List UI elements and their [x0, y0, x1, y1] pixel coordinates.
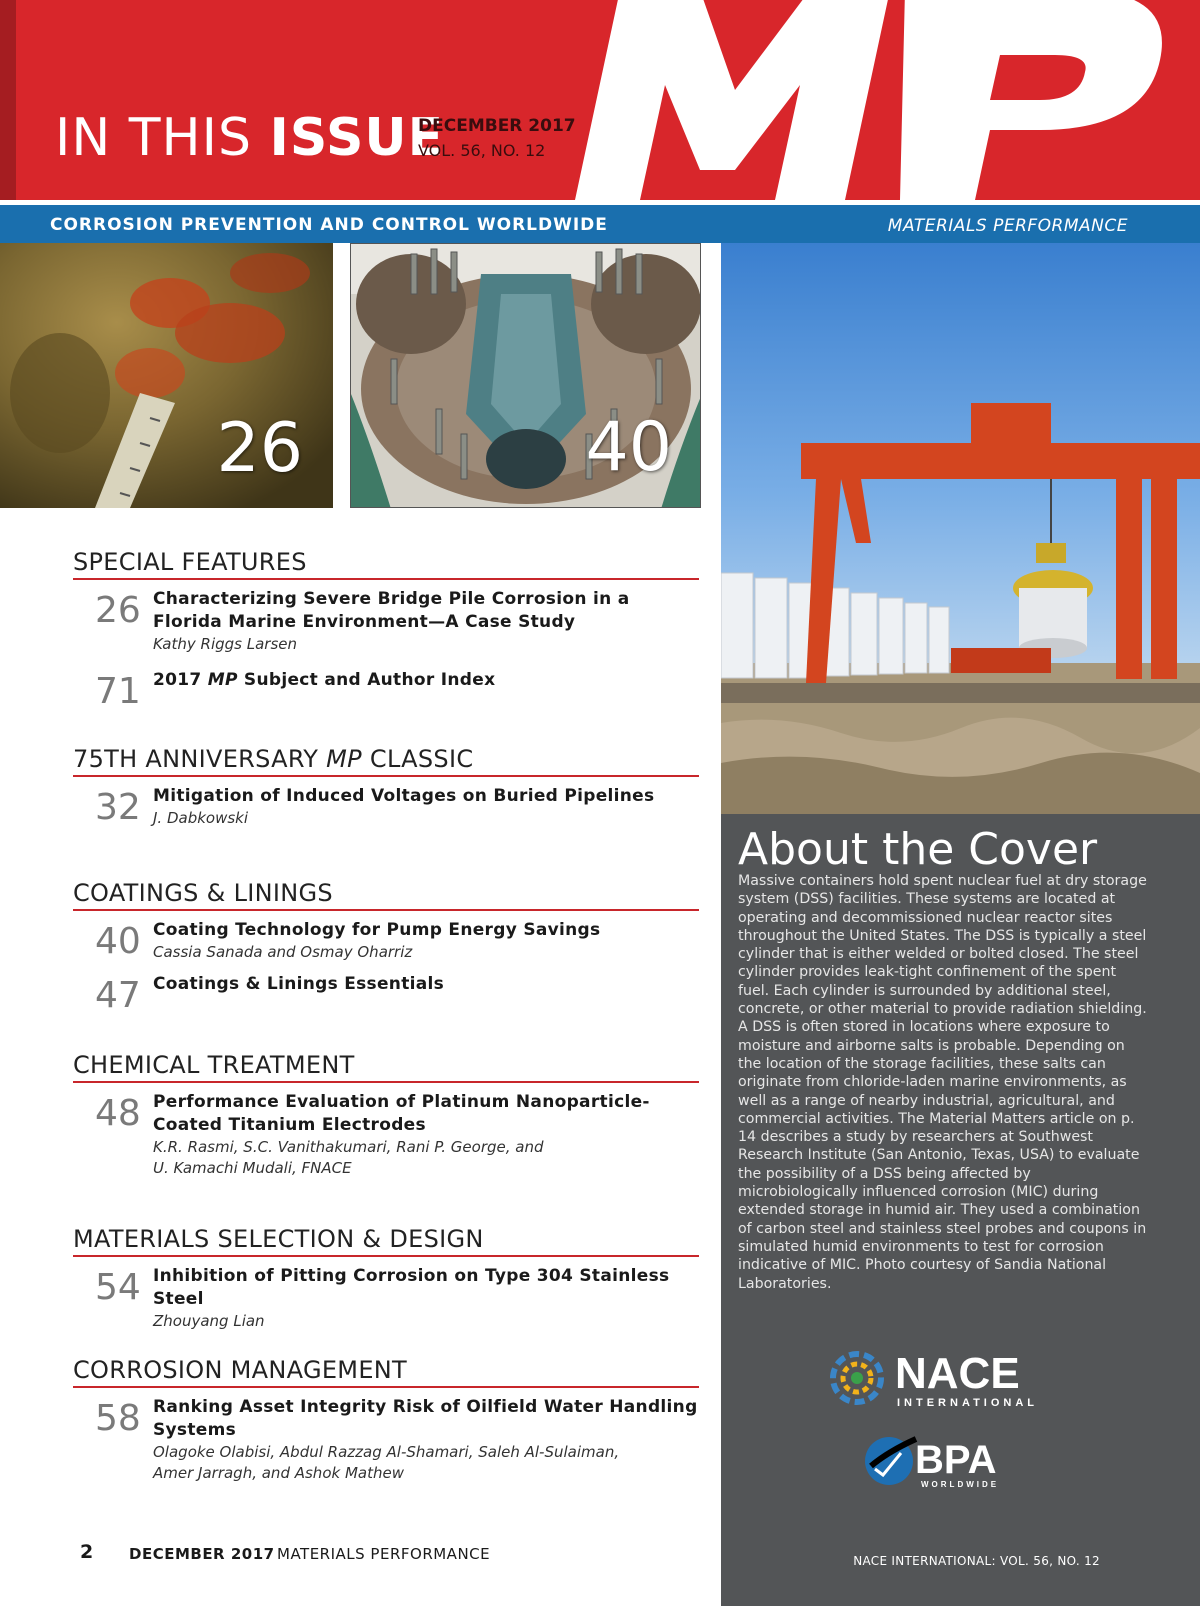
magazine-name: MATERIALS PERFORMANCE	[887, 216, 1128, 236]
issue-volume: VOL. 56, NO. 12	[418, 141, 546, 160]
entry-author: Cassia Sanada and Osmay Oharriz	[153, 943, 413, 961]
nace-footer: NACE INTERNATIONAL: VOL. 56, NO. 12	[853, 1554, 1100, 1568]
toc-entry[interactable]	[73, 1091, 699, 1179]
gantry-crane-photo	[721, 243, 1200, 814]
entry-page-number: 47	[95, 975, 141, 1016]
section-heading: MATERIALS SELECTION & DESIGN	[73, 1225, 699, 1257]
thumbnail-page-40: 40	[585, 408, 672, 487]
entry-page-number: 58	[95, 1398, 141, 1439]
footer-magazine-name: MATERIALS PERFORMANCE	[277, 1545, 491, 1563]
about-body: Massive containers hold spent nuclear fuel at dry storage system (DSS) facilities. These systems are located at operating and decommissioned nuclear reactor sites throughout the United States. The DSS is typically a steel cylinder that is either welded or bolted closed. The steel cylinder provides leak-tight confinement of the spent fuel. Each cylinder is surrounded by additional steel, concrete, or other material to provide radiation shielding. A DSS is often stored in locations where exposure to moisture and airborne salts is probable. Depending on the location of the storage facilities, these salts can originate from chloride-laden marine environments, as well as a range of nearby industrial, agricultural, and commercial activities. The Material Matters article on p. 14 describes a study by researchers at Southwest Research Institute (San Antonio, Texas, USA) to evaluate the possibility of a DSS being affected by microbiologically influenced corrosion (MIC) during extended storage in humid air. They used a combination of carbon steel and stainless steel probes and coupons in simulated humid environments to test for corrosion indicative of MIC. Photo courtesy of Sandia National Laboratories.	[738, 873, 1147, 1292]
bpa-worldwide-logo[interactable]	[861, 1431, 1031, 1491]
toc-entry[interactable]	[73, 973, 699, 1016]
mp-logo	[0, 0, 1200, 200]
entry-page-number: 32	[95, 787, 141, 828]
section-materials-selection	[73, 1225, 699, 1332]
entry-page-number: 48	[95, 1093, 141, 1134]
issue-title: IN THIS ISSUE	[55, 108, 445, 168]
svg-text:WORLDWIDE: WORLDWIDE	[921, 1480, 1000, 1489]
issue-date: DECEMBER 2017	[418, 116, 576, 136]
entry-author: U. Kamachi Mudali, FNACE	[153, 1159, 352, 1177]
section-heading: 75TH ANNIVERSARY MP CLASSIC	[73, 745, 699, 777]
section-heading: SPECIAL FEATURES	[73, 548, 699, 580]
toc-entry[interactable]	[73, 1265, 699, 1332]
section-special-features	[73, 548, 699, 712]
entry-page-number: 26	[95, 590, 141, 631]
entry-title: 2017 MP Subject and Author Index	[153, 670, 496, 690]
entry-title: Mitigation of Induced Voltages on Buried Pipelines	[153, 786, 655, 806]
svg-text:NACE: NACE	[895, 1349, 1020, 1398]
entry-title: Ranking Asset Integrity Risk of Oilfield Water Handling Systems	[153, 1397, 698, 1440]
thumbnail-pump-casing[interactable]	[350, 243, 701, 508]
toc-entry[interactable]	[73, 588, 699, 655]
thumbnail-page-26: 26	[216, 409, 303, 488]
entry-author: Amer Jarragh, and Ashok Mathew	[153, 1464, 404, 1482]
entry-title: Coating Technology for Pump Energy Savings	[153, 920, 601, 940]
entry-page-number: 71	[95, 671, 141, 712]
thumbnail-bridge-pile[interactable]	[0, 243, 333, 508]
entry-author: Kathy Riggs Larsen	[153, 635, 298, 653]
toc-entry[interactable]	[73, 1396, 699, 1484]
footer-date: DECEMBER 2017	[129, 1545, 275, 1563]
entry-author: Zhouyang Lian	[153, 1312, 265, 1330]
masthead	[0, 0, 1200, 200]
tagline: CORROSION PREVENTION AND CONTROL WORLDWIDE	[50, 215, 608, 235]
svg-text:INTERNATIONAL: INTERNATIONAL	[897, 1397, 1039, 1409]
nace-international-logo[interactable]	[827, 1344, 1067, 1414]
section-coatings-linings	[73, 879, 699, 1016]
cover-photo-gantry-crane	[721, 243, 1200, 814]
toc-entry[interactable]	[73, 919, 699, 963]
entry-author: K.R. Rasmi, S.C. Vanithakumari, Rani P. George, and	[153, 1138, 544, 1156]
toc-entry[interactable]	[73, 669, 699, 712]
svg-text:BPA: BPA	[915, 1438, 997, 1482]
section-corrosion-management	[73, 1356, 699, 1484]
entry-page-number: 54	[95, 1267, 141, 1308]
page-number: 2	[80, 1541, 94, 1563]
toc-entry[interactable]	[73, 785, 699, 829]
entry-title: Inhibition of Pitting Corrosion on Type 304 Stainless Steel	[153, 1266, 670, 1309]
entry-title: Coatings & Linings Essentials	[153, 974, 445, 994]
section-heading: CHEMICAL TREATMENT	[73, 1051, 699, 1083]
entry-author: J. Dabkowski	[153, 809, 249, 827]
section-heading: COATINGS & LININGS	[73, 879, 699, 911]
section-anniversary-classic	[73, 745, 699, 829]
entry-page-number: 40	[95, 921, 141, 962]
about-the-cover-panel	[721, 814, 1200, 1606]
entry-title: Characterizing Severe Bridge Pile Corrosion in a Florida Marine Environment—A Case Study	[153, 589, 630, 632]
section-heading: CORROSION MANAGEMENT	[73, 1356, 699, 1388]
entry-author: Olagoke Olabisi, Abdul Razzag Al-Shamari, Saleh Al-Sulaiman,	[153, 1443, 620, 1461]
about-title: About the Cover	[738, 824, 1098, 875]
section-chemical-treatment	[73, 1051, 699, 1179]
entry-title: Performance Evaluation of Platinum Nanoparticle-Coated Titanium Electrodes	[153, 1092, 650, 1135]
